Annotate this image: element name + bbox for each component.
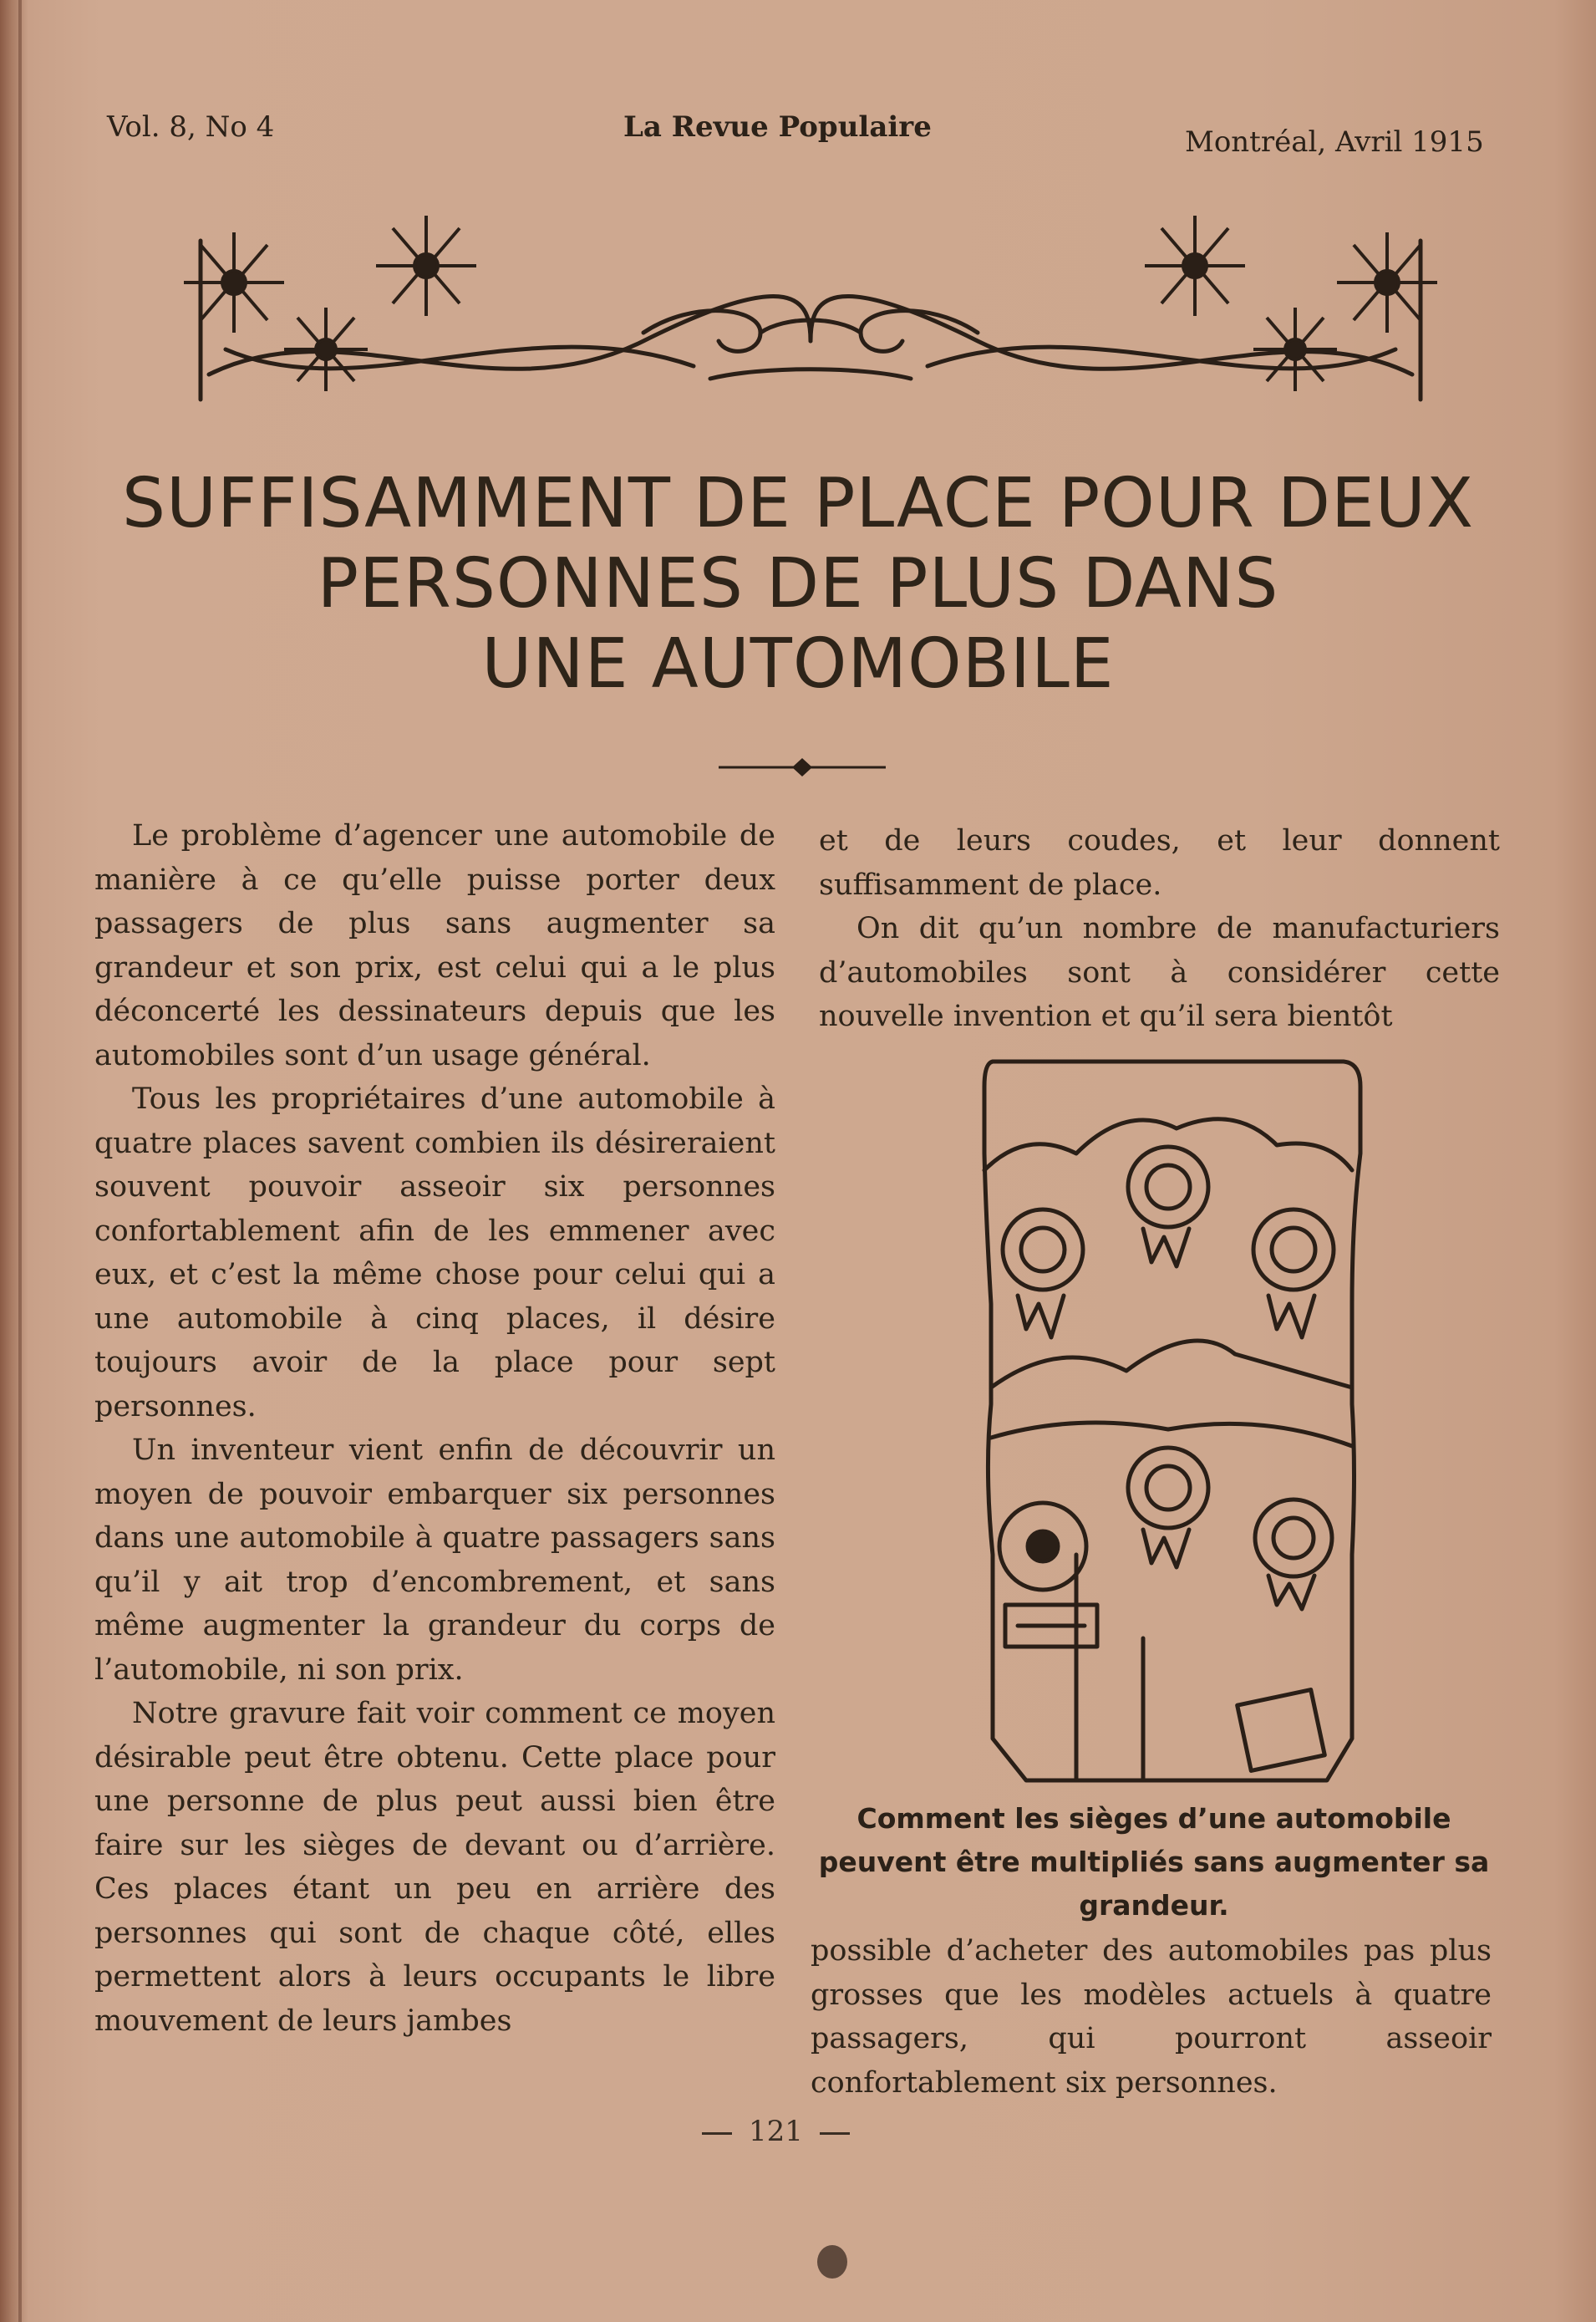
automobile-seating-plan-icon [959, 1053, 1377, 1797]
paragraph: et de leurs coudes, et leur donnent suffisamment de place. [819, 824, 1500, 902]
paragraph: Le problème d’agencer une automobile de manière à ce qu’elle puisse porter deux passagers de plus sans augmenter sa grandeur et son prix, est celui qui a le plus déconcerté les dessinateurs depuis que les automobiles sont d’un usage général. [94, 819, 775, 1072]
title-line: SUFFISAMMENT DE PLACE POUR DEUX [121, 464, 1475, 543]
page-number [685, 2115, 867, 2148]
paragraph: possible d’acheter des automobiles pas plus grosses que les modèles actuels à quatre passagers, qui pourront asseoir confortablement six personnes. [811, 1934, 1492, 2100]
right-column-top [819, 819, 1500, 1039]
diamond-rule-icon [719, 756, 886, 778]
right-column-bottom [811, 1929, 1492, 2105]
running-head-date: Montréal, Avril 1915 [1185, 125, 1484, 159]
paragraph: Tous les propriétaires d’une automobile à quatre places savent combien ils désireraient souvent pouvoir asseoir six personnes confortablement afin de les emmener avec eux, et c’est la même chose pour celui qui a une automobile à cinq places, il désire toujours avoir de la place pour sept personnes. [94, 1082, 775, 1423]
folio-dash [702, 2132, 732, 2135]
paragraph: Un inventeur vient enfin de découvrir un moyen de pouvoir embarquer six personnes dans une automobile à quatre passagers sans qu’il y ait trop d’encombrement, et sans même augmenter la grandeur du corps de l’automobile, ni son prix. [94, 1433, 775, 1687]
running-head-publication: La Revue Populaire [623, 110, 932, 144]
running-head-volume: Vol. 8, No 4 [107, 110, 275, 144]
folio-dash [820, 2132, 850, 2135]
binding-gutter [18, 0, 22, 2322]
paragraph: On dit qu’un nombre de manufacturiers d’automobiles sont à considérer cette nouvelle invention et qu’il sera bientôt [819, 912, 1500, 1033]
paragraph: Notre gravure fait voir comment ce moyen désirable peut être obtenu. Cette place pour une personne de plus peut aussi bien être faire sur les sièges de devant ou d’arrière. Ces places étant un peu en arrière des personnes qui sont de chaque côté, elles permettent alors à leurs occupants le libre mouvement de leurs jambes [94, 1697, 775, 2038]
figure-caption: Comment les sièges d’une automobile peuvent être multipliés sans augmenter sa grandeur. [818, 1802, 1490, 1922]
page-number-text: 121 [749, 2115, 803, 2148]
ink-blot [817, 2245, 847, 2279]
title-line: UNE AUTOMOBILE [481, 624, 1115, 704]
floral-ornament-icon [175, 207, 1446, 425]
left-column [94, 814, 775, 2043]
title-line: PERSONNES DE PLUS DANS [317, 544, 1279, 624]
article-title [84, 464, 1512, 705]
